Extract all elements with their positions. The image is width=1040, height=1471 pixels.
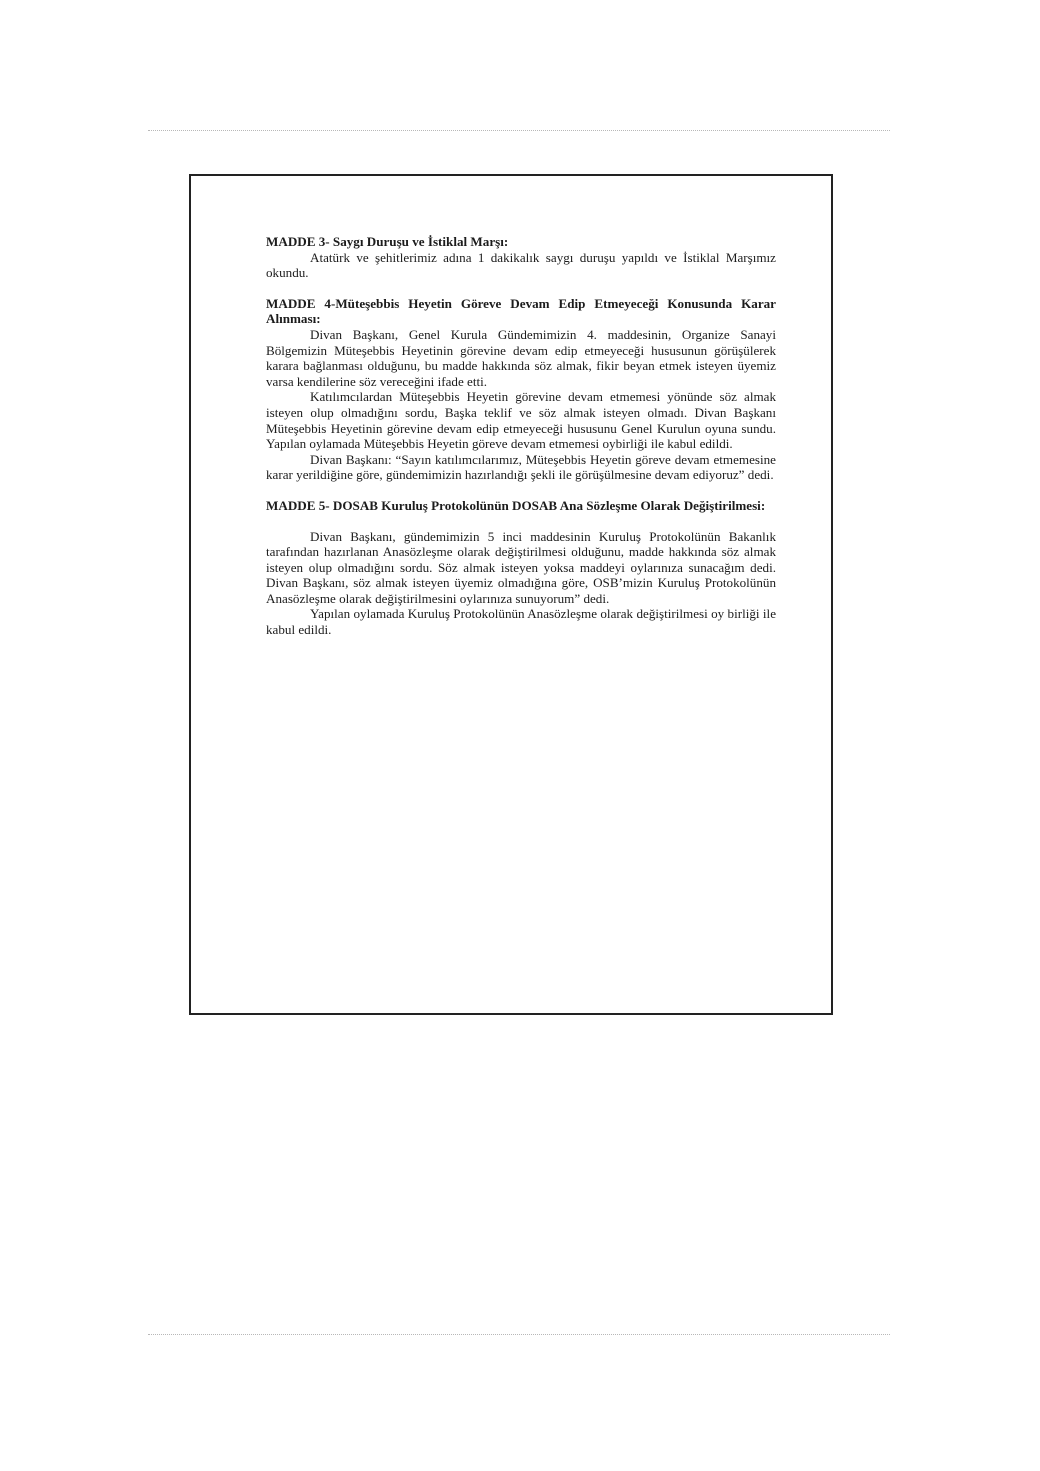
section-heading: MADDE 3- Saygı Duruşu ve İstiklal Marşı:: [266, 234, 509, 249]
section-heading: MADDE 5- DOSAB Kuruluş Protokolünün DOSAB Ana Sözleşme Olarak Değiştirilmesi:: [266, 497, 766, 513]
section-paragraph: Yapılan oylamada Kuruluş Protokolünün Anasözleşme olarak değiştirilmesi oy birliği ile kabul edildi.: [266, 606, 776, 638]
document-body: [266, 234, 776, 653]
scanned-document-frame: [189, 174, 833, 1015]
section-madde-3: [266, 234, 776, 281]
section-madde-5: [266, 498, 776, 638]
section-paragraph: Divan Başkanı, Genel Kurula Gündemimizin 4. maddesinin, Organize Sanayi Bölgemizin Müteşebbis Heyetinin görevine devam edip etmeyeceği hususunun görüşülerek karara bağlanması olduğunu, bu madde hakkında söz almak, fikir beyan etmek isteyen üyemiz varsa kendilerine söz vereceğini ifade etti.: [266, 326, 776, 389]
section-madde-4: [266, 296, 776, 483]
header-divider: [148, 130, 890, 131]
footer-divider: [148, 1334, 890, 1335]
paragraph-gap: [266, 514, 776, 529]
section-paragraph: Atatürk ve şehitlerimiz adına 1 dakikalık saygı duruşu yapıldı ve İstiklal Marşımız okundu.: [266, 249, 776, 281]
section-paragraph: Divan Başkanı, gündemimizin 5 inci maddesinin Kuruluş Protokolünün Bakanlık tarafından hazırlanan Anasözleşme olarak değiştirilmesi olduğunu, madde hakkında söz almak isteyen olup olmadığını sordu. Söz almak isteyen yoksa maddeyi oylarınıza sunacağım dedi. Divan Başkanı, söz almak isteyen üyemiz olmadığına göre, OSB’mizin Kuruluş Protokolünün Anasözleşme olarak değiştirilmesini oylarınıza sunuyorum” dedi.: [266, 528, 776, 606]
section-paragraph: Katılımcılardan Müteşebbis Heyetin görevine devam etmemesi yönünde söz almak isteyen olup olmadığını sordu, Başka teklif ve söz almak isteyen olmadı. Divan Başkanı Müteşebbis Heyetinin görevine devam edip etmeyeceği hususunu Genel Kurulun oyuna sundu. Yapılan oylamada Müteşebbis Heyetin göreve devam etmemesi oybirliği ile kabul edildi.: [266, 389, 776, 452]
section-heading: MADDE 4-Müteşebbis Heyetin Göreve Devam Edip Etmeyeceği Konusunda Karar Alınması:: [266, 295, 776, 327]
section-paragraph: Divan Başkanı: “Sayın katılımcılarımız, Müteşebbis Heyetin göreve devam etmemesine karar yerildiğine göre, gündemimizin hazırlandığı şekli ile görüşülmesine devam ediyoruz” dedi.: [266, 451, 776, 483]
